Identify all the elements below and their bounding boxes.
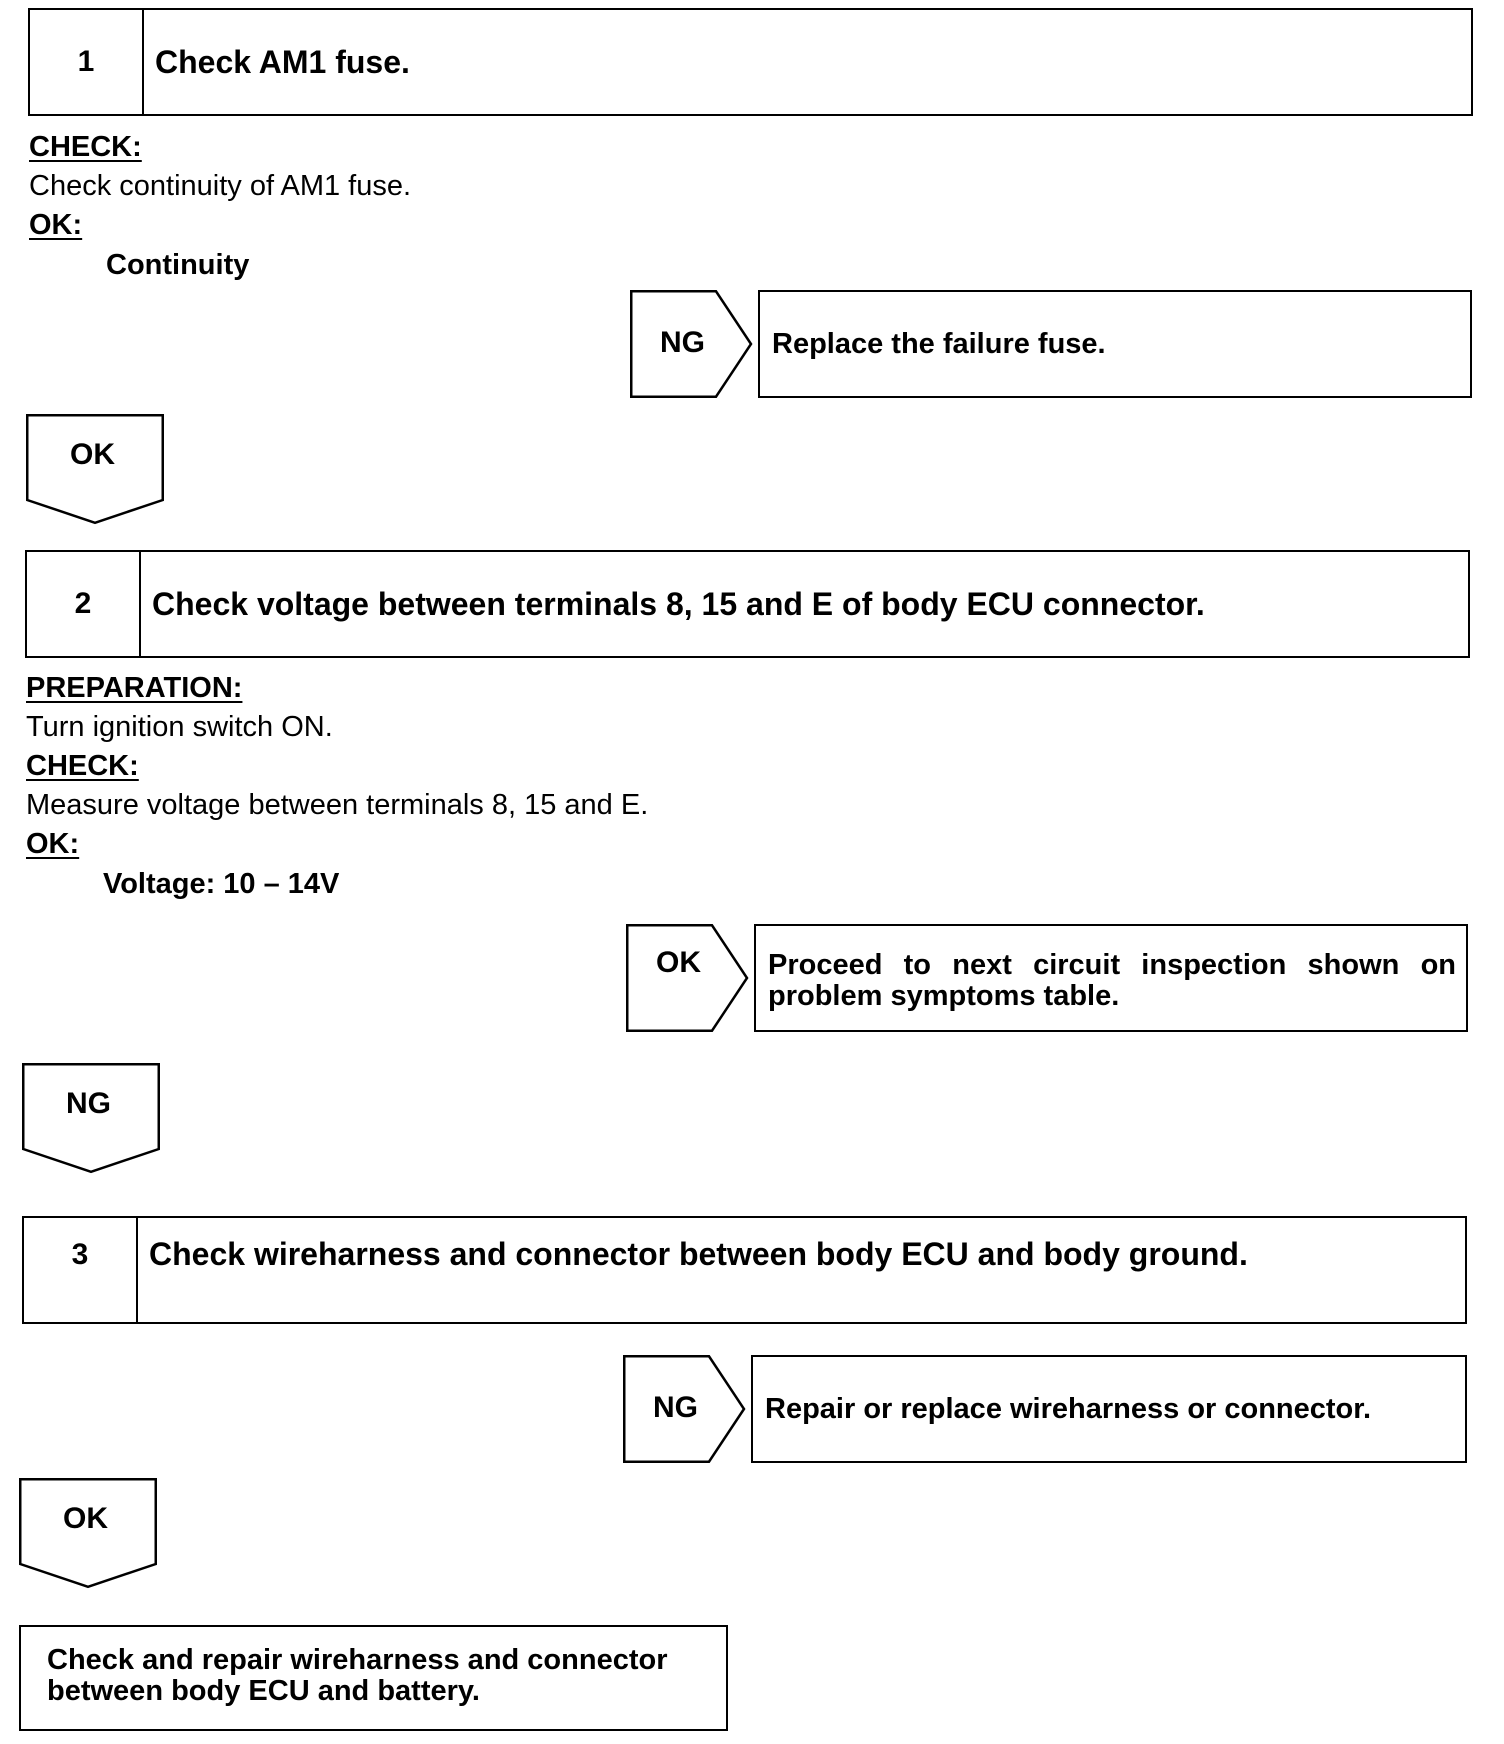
- step-1-number: 1: [30, 10, 144, 114]
- step-1-ng-label: NG: [660, 326, 705, 359]
- step-2-box: [25, 550, 1470, 658]
- step-2-title: Check voltage between terminals 8, 15 and E of body ECU connector.: [152, 585, 1205, 622]
- step-3-ng-arrow: [623, 1355, 747, 1463]
- step-3-ng-result: Repair or replace wireharness or connector.: [751, 1355, 1467, 1463]
- step-3-ng-label-side: NG: [653, 1391, 698, 1424]
- step-3-number: 3: [24, 1218, 138, 1322]
- step-2-ok-label-side: OK: [656, 946, 701, 979]
- step-2-preparation-label: PREPARATION:: [26, 672, 243, 704]
- step-2-ng-arrow: [22, 1063, 160, 1173]
- step-3-title: Check wireharness and connector between body ECU and body ground.: [149, 1236, 1248, 1272]
- step-1-ng-result: Replace the failure fuse.: [758, 290, 1472, 398]
- step-1-check-label: CHECK:: [29, 131, 142, 163]
- step-2-ok-label: OK:: [26, 828, 80, 860]
- final-action-box: Check and repair wireharness and connector between body ECU and battery.: [19, 1625, 728, 1731]
- step-3-ok-arrow: [19, 1478, 157, 1588]
- step-2-preparation-text: Turn ignition switch ON.: [26, 711, 333, 743]
- step-1-check-text: Check continuity of AM1 fuse.: [29, 170, 412, 202]
- step-1-ok-arrow: [26, 414, 164, 524]
- step-1-ok-label: OK:: [29, 209, 83, 241]
- step-2-ng-label-down: NG: [66, 1087, 111, 1120]
- step-1-box: [28, 8, 1473, 116]
- step-2-ok-result-text: Proceed to next circuit inspection shown on problem symptoms table.: [768, 949, 1456, 1012]
- step-2-ok-value: Voltage: 10 – 14V: [103, 868, 340, 900]
- step-2-ok-arrow: [626, 924, 750, 1032]
- step-3-box: [22, 1216, 1467, 1324]
- step-2-check-label: CHECK:: [26, 750, 139, 782]
- step-1-ng-arrow: [630, 290, 754, 398]
- step-2-number: 2: [27, 552, 141, 656]
- step-2-check-text: Measure voltage between terminals 8, 15 and E.: [26, 789, 649, 821]
- step-2-ok-result: [754, 924, 1468, 1032]
- step-3-ok-label-down: OK: [63, 1502, 108, 1535]
- step-1-ok-value: Continuity: [106, 249, 250, 281]
- step-1-title: Check AM1 fuse.: [155, 43, 410, 80]
- step-1-ok-label-down: OK: [70, 438, 115, 471]
